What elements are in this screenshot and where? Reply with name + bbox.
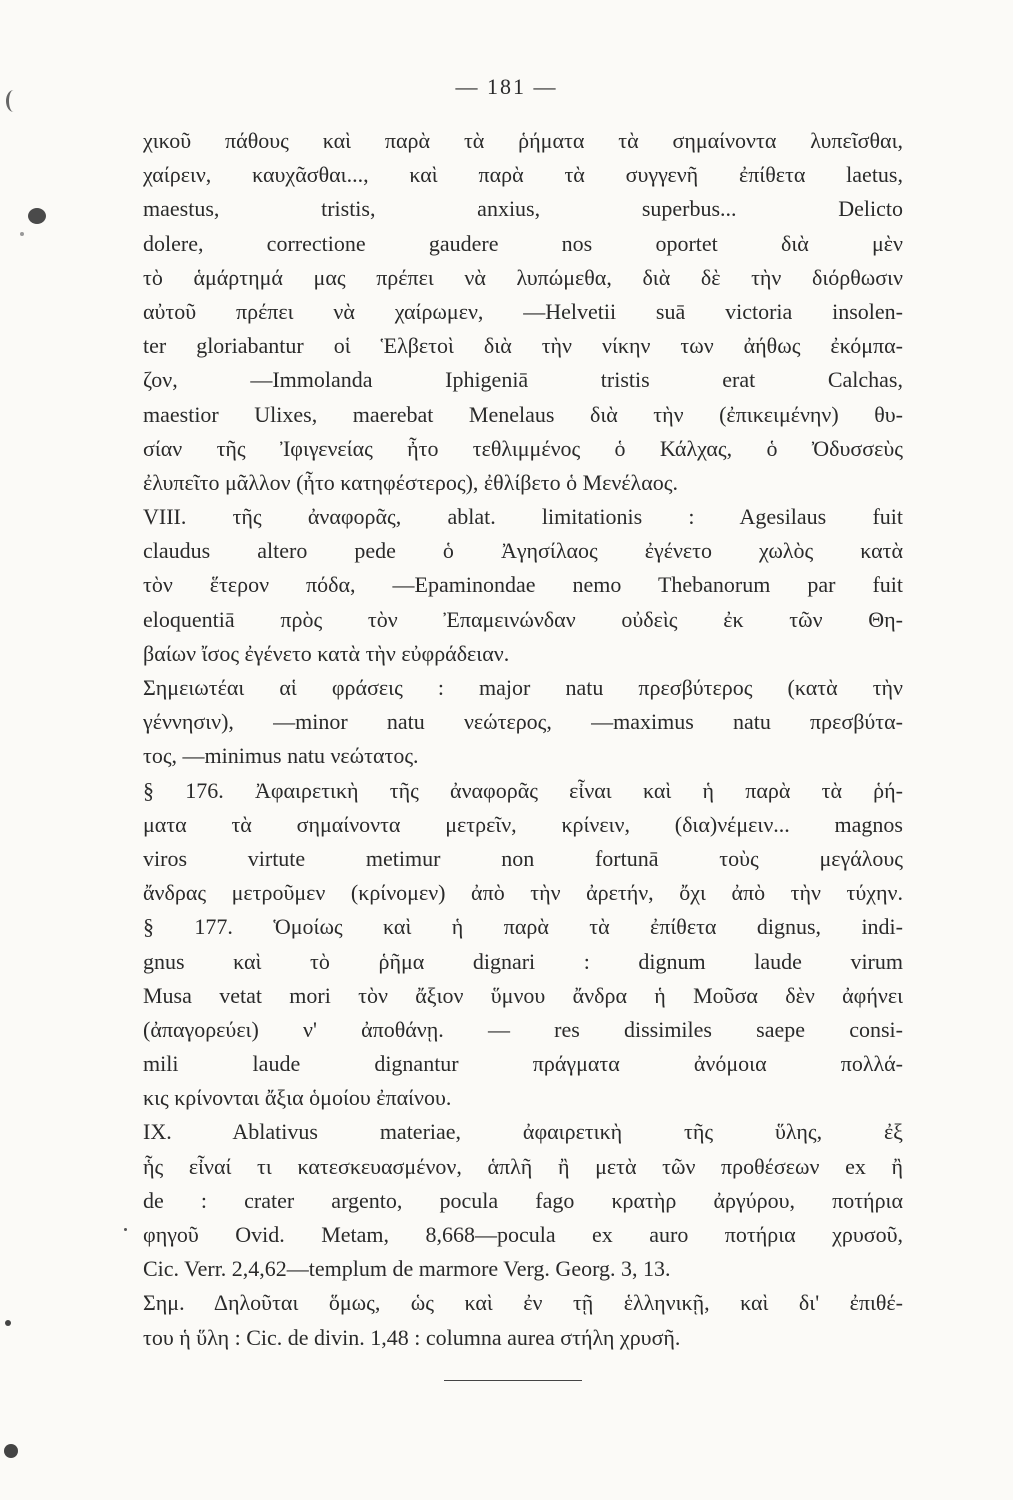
text-line: βαίων ἴσος ἐγένετο κατὰ τὴν εὐφράδειαν. bbox=[143, 640, 510, 666]
text-line: φηγοῦ Ovid. Metam, 8,668—pocula ex auro ποτήρια χρυσοῦ, bbox=[143, 1222, 903, 1247]
text-line: (ἀπαγορεύει) ν' ἀποθάνῃ. — res dissimiles saepe consi- bbox=[143, 1016, 903, 1042]
text-line: VIII. τῆς ἀναφορᾶς, ablat. limitationis : Agesilaus fuit bbox=[143, 504, 903, 530]
text-line: § 177. Ὁμοίως καὶ ἡ παρὰ τὰ ἐπίθετα dignus, indi- bbox=[143, 914, 903, 940]
text-line: maestus, tristis, anxius, superbus... Delicto bbox=[143, 196, 903, 222]
text-line: Σημ. Δηλοῦται ὅμως, ὡς καὶ ἐν τῇ ἑλληνικῇ, καὶ δι' ἐπιθέ- bbox=[143, 1290, 903, 1316]
scan-speck bbox=[28, 208, 46, 224]
text-line: IX. Ablativus materiae, ἀφαιρετικὴ τῆς ὕλης, ἐξ bbox=[143, 1119, 903, 1145]
text-line: gnus καὶ τὸ ῥῆμα dignari : dignum laude virum bbox=[143, 948, 903, 974]
text-line: τὸν ἕτερον πόδα, —Epaminondae nemo Thebanorum par fuit bbox=[143, 572, 903, 598]
text-line: Musa vetat mori τὸν ἄξιον ὕμνου ἄνδρα ἡ Μοῦσα δὲν ἀφήνει bbox=[143, 982, 903, 1008]
text-line: ἄνδρας μετροῦμεν (κρίνομεν) ἀπὸ τὴν ἀρετήν, ὄχι ἀπὸ τὴν τύχην. bbox=[143, 880, 903, 906]
end-rule bbox=[444, 1380, 582, 1381]
text-line: ἧς εἶναί τι κατεσκευασμένον, ἁπλῆ ἢ μετὰ τῶν προθέσεων ex ἢ bbox=[143, 1153, 903, 1179]
scan-speck bbox=[124, 1228, 127, 1231]
text-line: Σημειωτέαι αἱ φράσεις : major natu πρεσβύτερος (κατὰ τὴν bbox=[143, 675, 903, 700]
text-body bbox=[143, 124, 903, 1355]
text-line: eloquentiā πρὸς τὸν Ἐπαμεινώνδαν οὐδεὶς ἐκ τῶν Θη- bbox=[143, 606, 903, 632]
page-number: — 181 — bbox=[455, 74, 558, 99]
text-line: ζον, —Immolanda Iphigeniā tristis erat Calchas, bbox=[143, 367, 903, 393]
scan-speck bbox=[5, 1320, 11, 1326]
text-line: claudus altero pede ὁ Ἀγησίλαος ἐγένετο χωλὸς κατὰ bbox=[143, 538, 903, 564]
text-line: de : crater argento, pocula fago κρατὴρ ἀργύρου, ποτήρια bbox=[143, 1187, 903, 1213]
text-line: αὐτοῦ πρέπει νὰ χαίρωμεν, —Helvetii suā victoria insolen- bbox=[143, 298, 903, 324]
text-line: viros virtute metimur non fortunā τοὺς μεγάλους bbox=[143, 845, 903, 871]
text-line: ματα τὰ σημαίνοντα μετρεῖν, κρίνειν, (δια)νέμειν... magnos bbox=[143, 811, 903, 837]
text-line: του ἡ ὕλη : Cic. de divin. 1,48 : columna aurea στήλη χρυσῆ. bbox=[143, 1324, 681, 1350]
text-line: § 176. Ἀφαιρετικὴ τῆς ἀναφορᾶς εἶναι καὶ ἡ παρὰ τὰ ῥή- bbox=[143, 777, 903, 803]
text-line: ἐλυπεῖτο μᾶλλον (ἦτο κατηφέστερος), ἐθλίβετο ὁ Μενέλαος. bbox=[143, 469, 678, 495]
text-line: τος, —minimus natu νεώτατος. bbox=[143, 743, 419, 769]
text-line: mili laude dignantur πράγματα ἀνόμοια πολλά- bbox=[143, 1051, 903, 1077]
text-line: ter gloriabantur οἱ Ἑλβετοὶ διὰ τὴν νίκην των ἀήθως ἐκόμπα- bbox=[143, 333, 903, 359]
scan-speck bbox=[20, 232, 24, 236]
text-line: χαίρειν, καυχᾶσθαι..., καὶ παρὰ τὰ συγγενῆ ἐπίθετα laetus, bbox=[143, 162, 903, 188]
scan-speck bbox=[6, 90, 21, 112]
text-line: γέννησιν), —minor natu νεώτερος, —maximus natu πρεσβύτα- bbox=[143, 709, 903, 735]
text-line: τὸ ἁμάρτημά μας πρέπει νὰ λυπώμεθα, διὰ δὲ τὴν διόρθωσιν bbox=[143, 264, 903, 290]
text-line: σίαν τῆς Ἰφιγενείας ἦτο τεθλιμμένος ὁ Κάλχας, ὁ Ὀδυσσεὺς bbox=[143, 435, 903, 461]
text-line: dolere, correctione gaudere nos oportet διὰ μὲν bbox=[143, 230, 903, 256]
text-line: κις κρίνονται ἄξια ὁμοίου ἐπαίνου. bbox=[143, 1085, 452, 1111]
text-line: maestior Ulixes, maerebat Menelaus διὰ τὴν (ἐπικειμένην) θυ- bbox=[143, 401, 903, 427]
scan-speck bbox=[4, 1444, 18, 1458]
text-line: Cic. Verr. 2,4,62—templum de marmore Verg. Georg. 3, 13. bbox=[143, 1256, 671, 1282]
text-line: χικοῦ πάθους καὶ παρὰ τὰ ῥήματα τὰ σημαίνοντα λυπεῖσθαι, bbox=[143, 128, 903, 153]
